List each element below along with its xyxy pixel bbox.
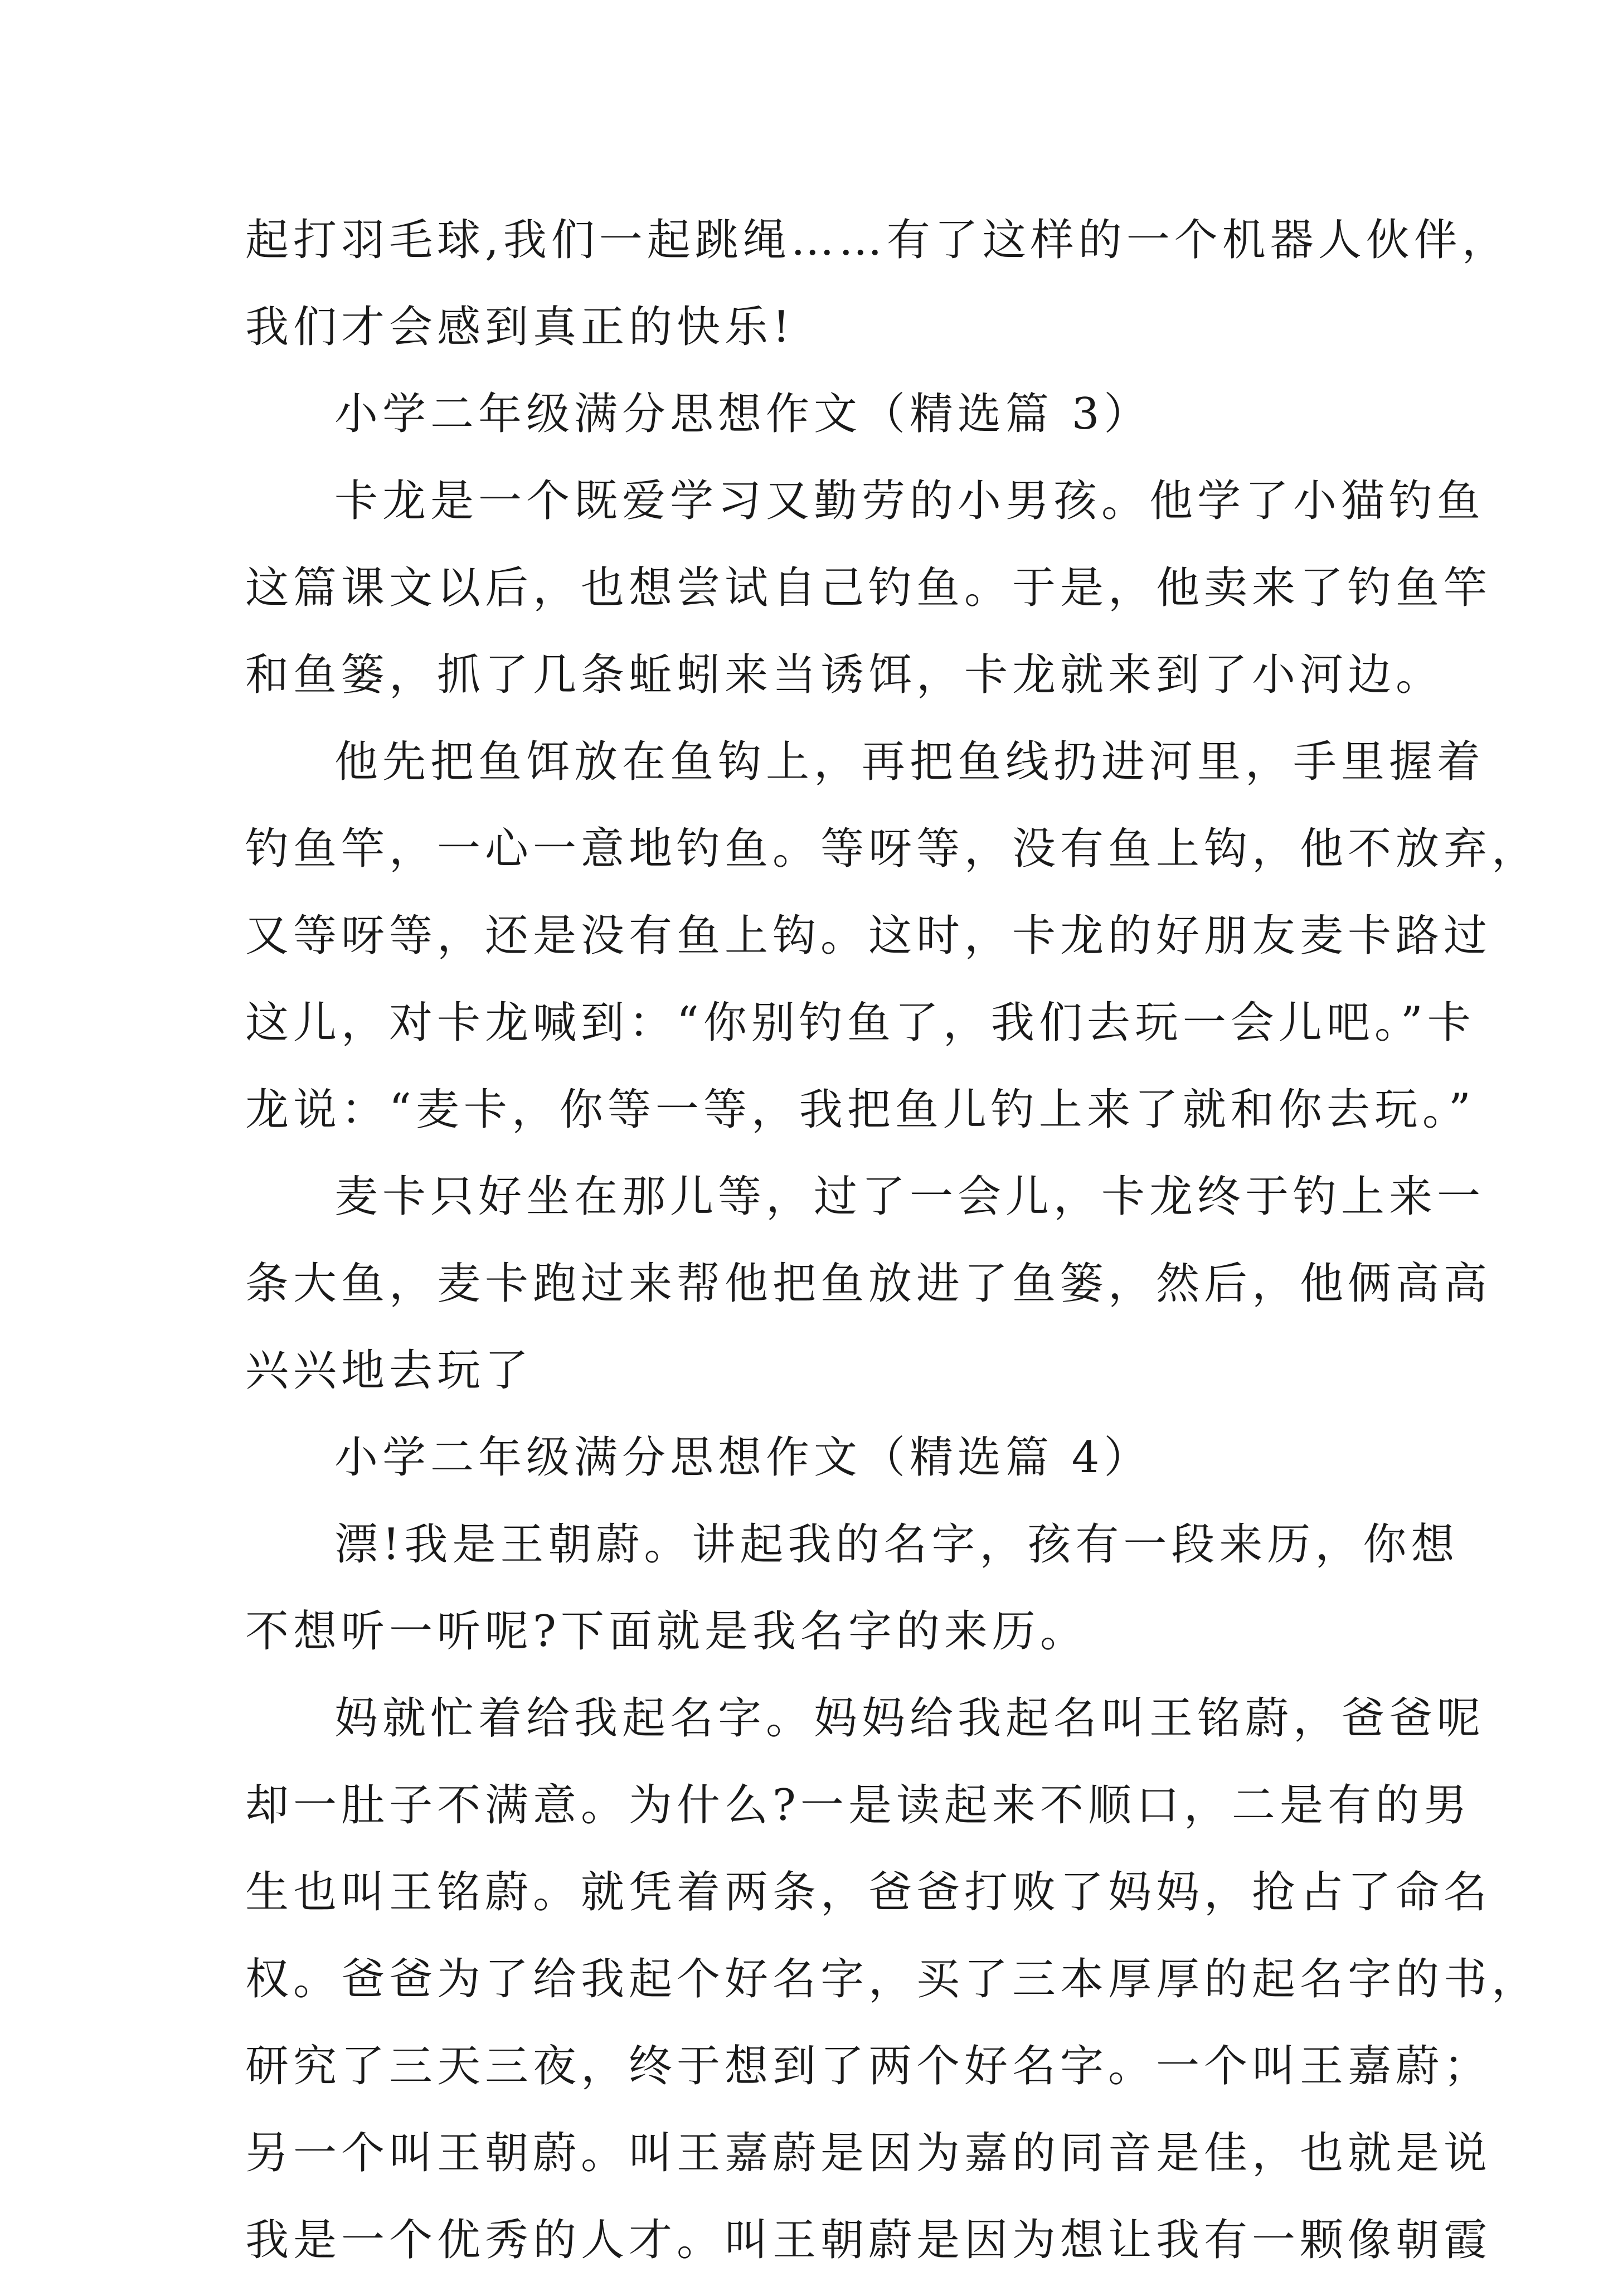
- text-line: 这儿，对卡龙喊到：“你别钓鱼了，我们去玩一会儿吧。”卡: [245, 998, 1475, 1048]
- text-line: 生也叫王铭蔚。就凭着两条，爸爸打败了妈妈，抢占了命名: [245, 1867, 1492, 1918]
- text-line: 另一个叫王朝蔚。叫王嘉蔚是因为嘉的同音是佳，也就是说: [245, 2128, 1492, 2178]
- text-line: 这篇课文以后，也想尝试自己钓鱼。于是，他卖来了钓鱼竿: [245, 563, 1492, 613]
- text-line: 起打羽毛球,我们一起跳绳……有了这样的一个机器人伙伴，: [245, 215, 1510, 265]
- text-line: 却一肚子不满意。为什么?一是读起来不顺口，二是有的男: [245, 1780, 1471, 1831]
- text-line: 卡龙是一个既爱学习又勤劳的小男孩。他学了小猫钓鱼: [334, 476, 1485, 526]
- document-body: [245, 209, 1540, 2296]
- text-line: 兴兴地去玩了: [245, 1346, 533, 1396]
- text-line: 龙说：“麦卡，你等一等，我把鱼儿钓上来了就和你去玩。”: [245, 1085, 1475, 1135]
- text-line: 妈就忙着给我起名字。妈妈给我起名叫王铭蔚，爸爸呢: [334, 1693, 1485, 1744]
- text-line: 麦卡只好坐在那儿等，过了一会儿，卡龙终于钓上来一: [334, 1172, 1485, 1222]
- text-line: 钓鱼竿，一心一意地钓鱼。等呀等，没有鱼上钩，他不放弃，: [245, 824, 1540, 874]
- text-line: 我们才会感到真正的快乐!: [245, 302, 795, 352]
- text-line: 又等呀等，还是没有鱼上钩。这时，卡龙的好朋友麦卡路过: [245, 911, 1492, 961]
- text-line: 他先把鱼饵放在鱼钩上，再把鱼线扔进河里，手里握着: [334, 737, 1485, 787]
- text-line: 条大鱼，麦卡跑过来帮他把鱼放进了鱼篓，然后，他俩高高: [245, 1259, 1492, 1309]
- text-line: 不想听一听呢?下面就是我名字的来历。: [245, 1606, 1088, 1657]
- section-heading: 小学二年级满分思想作文（精选篇 3）: [334, 389, 1152, 439]
- text-line: 权。爸爸为了给我起个好名字，买了三本厚厚的起名字的书，: [245, 1954, 1540, 2004]
- text-line: 我是一个优秀的人才。叫王朝蔚是因为想让我有一颗像朝霞: [245, 2215, 1492, 2265]
- section-heading: 小学二年级满分思想作文（精选篇 4）: [334, 1433, 1152, 1483]
- text-line: 漂!我是王朝蔚。讲起我的名字，孩有一段来历，你想: [334, 1520, 1459, 1570]
- text-line: 和鱼篓，抓了几条蚯蚓来当诱饵，卡龙就来到了小河边。: [245, 650, 1444, 700]
- text-line: 研究了三天三夜，终于想到了两个好名字。一个叫王嘉蔚；: [245, 2041, 1492, 2091]
